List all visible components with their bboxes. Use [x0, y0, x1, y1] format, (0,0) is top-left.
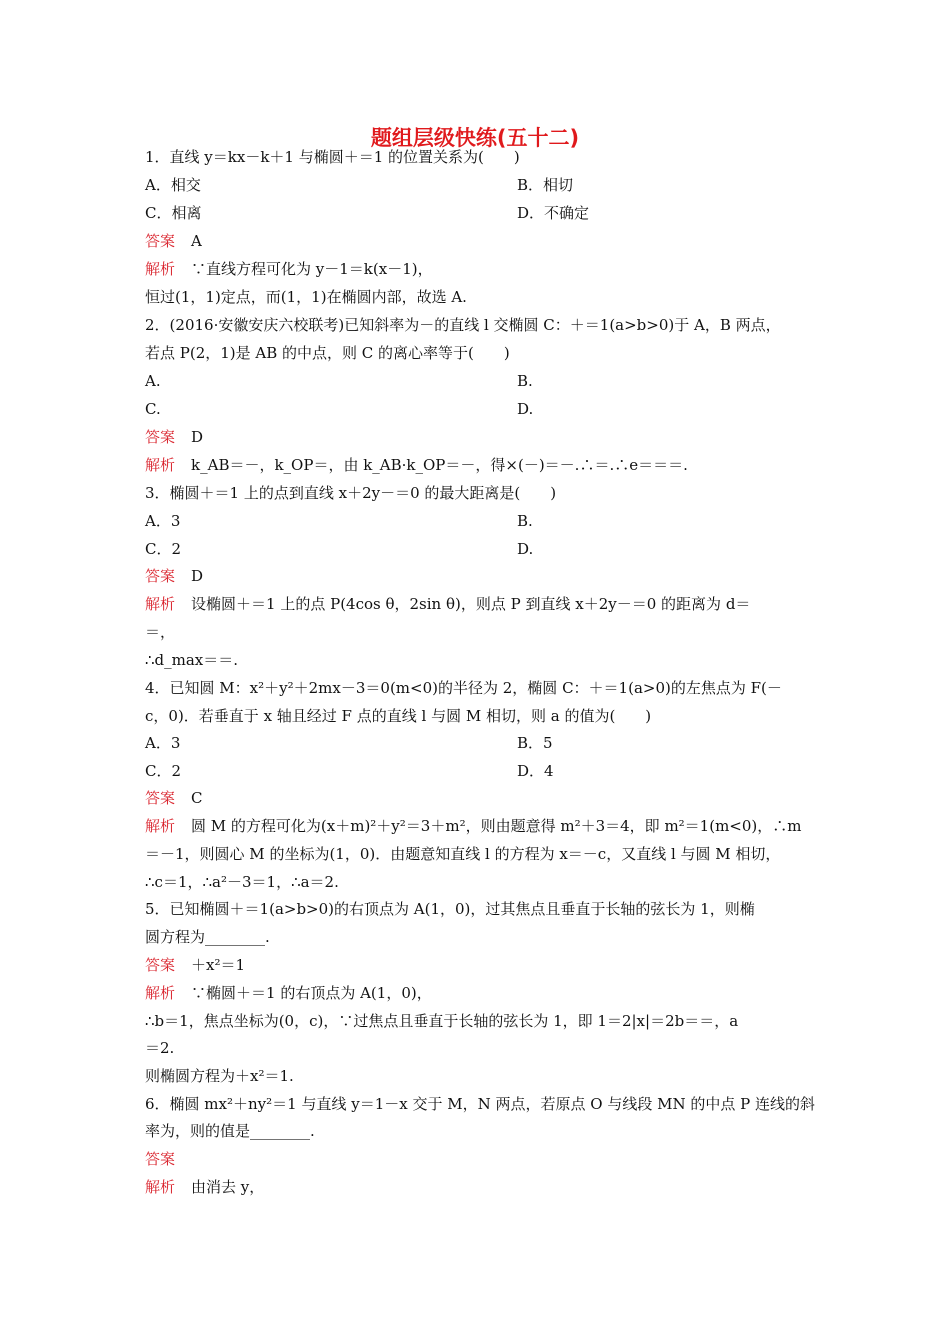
analysis-label: 解析 [145, 456, 176, 474]
q1-analysis-row [145, 259, 433, 279]
q3-stem: 3．椭圆＋＝1 上的点到直线 x＋2y－＝0 的最大距离是( ) [145, 484, 557, 502]
answer-label: 答案 [145, 789, 176, 807]
q2-analysis-row [145, 455, 688, 475]
q1-option-c: C．相离 [145, 204, 202, 222]
q2-option-a: A. [145, 372, 161, 390]
q6-answer-row [145, 1149, 191, 1169]
q5-answer-row [145, 955, 245, 975]
q4-option-d: D．4 [517, 762, 554, 780]
q3-option-d: D. [517, 540, 534, 558]
analysis-label: 解析 [145, 817, 176, 835]
q5-stem-2: 圆方程为________. [145, 928, 270, 946]
q2-answer: D [191, 428, 204, 446]
q6-analysis-row [145, 1177, 264, 1197]
q1-answer-row [145, 231, 202, 251]
answer-label: 答案 [145, 232, 176, 250]
q4-answer: C [191, 789, 203, 807]
q5-analysis-4: 则椭圆方程为＋x²＝1. [145, 1067, 294, 1085]
q5-analysis: ∵椭圆＋＝1 的右顶点为 A(1，0)， [191, 984, 432, 1002]
q2-stem-1: 2．(2016·安徽安庆六校联考)已知斜率为－的直线 l 交椭圆 C：＋＝1(a>b>0)于 A，B 两点， [145, 316, 781, 334]
q4-analysis-3: ∴c＝1，∴a²－3＝1，∴a＝2. [145, 873, 339, 891]
q4-stem-1: 4．已知圆 M：x²＋y²＋2mx－3＝0(m<0)的半径为 2，椭圆 C：＋＝1(a>0)的左焦点为 F(－ [145, 679, 782, 697]
q3-analysis-row [145, 594, 750, 614]
q2-stem-2: 若点 P(2，1)是 AB 的中点，则 C 的离心率等于( ) [145, 344, 510, 362]
q3-option-a: A．3 [145, 512, 181, 530]
q4-answer-row [145, 788, 203, 808]
q6-stem-1: 6．椭圆 mx²＋ny²＝1 与直线 y＝1－x 交于 M，N 两点，若原点 O 与线段 MN 的中点 P 连线的斜 [145, 1095, 815, 1113]
q4-option-c: C．2 [145, 762, 182, 780]
q5-analysis-3: ＝2. [145, 1039, 175, 1057]
q1-analysis-2: 恒过(1，1)定点，而(1，1)在椭圆内部，故选 A. [145, 288, 467, 306]
q4-option-b: B．5 [517, 734, 553, 752]
q3-analysis-2: ＝， [145, 623, 176, 641]
answer-label: 答案 [145, 567, 176, 585]
q3-analysis-3: ∴d_max＝＝. [145, 651, 239, 669]
q6-analysis: 由消去 y， [191, 1178, 265, 1196]
q4-stem-2: c，0)．若垂直于 x 轴且经过 F 点的直线 l 与圆 M 相切，则 a 的值为( ) [145, 707, 652, 725]
analysis-label: 解析 [145, 595, 176, 613]
analysis-label: 解析 [145, 984, 176, 1002]
q5-stem-1: 5．已知椭圆＋＝1(a>b>0)的右顶点为 A(1，0)，过其焦点且垂直于长轴的弦长为 1，则椭 [145, 900, 755, 918]
analysis-label: 解析 [145, 1178, 176, 1196]
q3-analysis: 设椭圆＋＝1 上的点 P(4cos θ，2sin θ)，则点 P 到直线 x＋2y－＝0 的距离为 d＝ [191, 595, 751, 613]
q2-analysis: k_AB＝－，k_OP＝，由 k_AB·k_OP＝－，得×(－)＝－.∴＝.∴e＝＝＝. [191, 456, 688, 474]
answer-label: 答案 [145, 1150, 176, 1168]
q1-option-b: B．相切 [517, 176, 574, 194]
analysis-label: 解析 [145, 260, 176, 278]
q3-option-c: C．2 [145, 540, 182, 558]
q5-analysis-2: ∴b＝1，焦点坐标为(0，c)，∵过焦点且垂直于长轴的弦长为 1，即 1＝2|x|＝2b＝＝，a [145, 1012, 739, 1030]
q6-stem-2: 率为，则的值是________. [145, 1122, 315, 1140]
q3-answer-row [145, 566, 203, 586]
q1-answer: A [191, 232, 202, 250]
q4-analysis-row [145, 816, 802, 836]
q2-answer-row [145, 427, 203, 447]
q1-analysis: ∵直线方程可化为 y－1＝k(x－1)， [191, 260, 433, 278]
q4-analysis: 圆 M 的方程可化为(x＋m)²＋y²＝3＋m²，则由题意得 m²＋3＝4，即 m²＝1(m<0)，∴m [191, 817, 802, 835]
q4-analysis-2: ＝－1，则圆心 M 的坐标为(1，0)．由题意知直线 l 的方程为 x＝－c，又直线 l 与圆 M 相切， [145, 845, 781, 863]
q3-answer: D [191, 567, 204, 585]
answer-label: 答案 [145, 428, 176, 446]
q2-option-d: D. [517, 400, 534, 418]
q2-option-c: C. [145, 400, 161, 418]
q3-option-b: B. [517, 512, 533, 530]
q1-option-a: A．相交 [145, 176, 201, 194]
answer-label: 答案 [145, 956, 176, 974]
q1-stem: 1．直线 y＝kx－k＋1 与椭圆＋＝1 的位置关系为( ) [145, 148, 520, 166]
q4-option-a: A．3 [145, 734, 181, 752]
q2-option-b: B. [517, 372, 533, 390]
q5-answer: ＋x²＝1 [191, 956, 246, 974]
q1-option-d: D．不确定 [517, 204, 590, 222]
page-title: 题组层级快练(五十二) [370, 126, 580, 150]
q5-analysis-row [145, 983, 432, 1003]
